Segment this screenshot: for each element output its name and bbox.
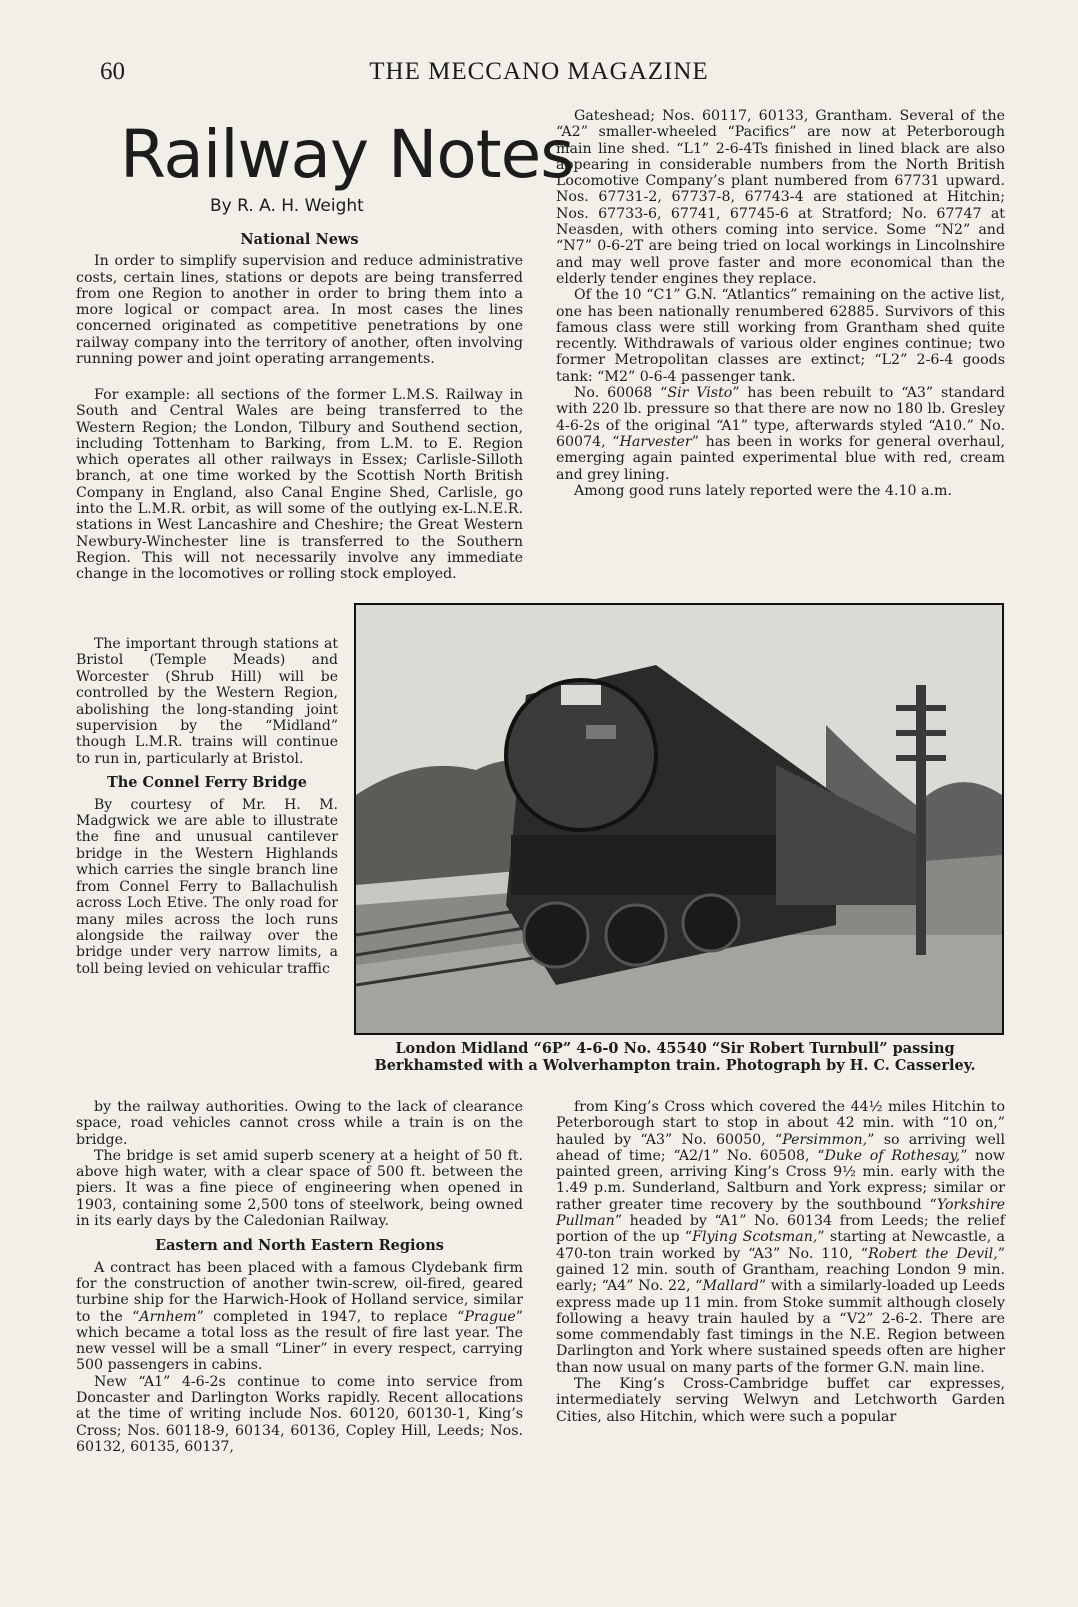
paragraph: from King’s Cross which covered the 44½ miles Hitchin to Peterborough start to stop in about 42 min. with “10 on,” hauled by “A3” No. 60050, “Persimmon,” so arriving well ahead of time; “A2/1” No. 60508, “Duke of Rothesay,” now painted green, arriving King’s Cross 9½ min. early with the 1.49 p.m. Sunderland, Saltburn and York express; similar or rather greater time recovery by the southbound “Yorkshire Pullman” headed by “A1” No. 60134 from Leeds; the relief portion of the up “Flying Scotsman,” starting at Newcastle, a 470-ton train worked by “A3” No. 110, “Robert the Devil,” gained 12 min. south of Grantham, reaching London 9 min. early; “A4” No. 22, “Mallard” with a similarly-loaded up Leeds express made up 11 min. from Stoke summit although closely following a heavy train hauled by a “V2” 2-6-2. There are some commendably fast timings in the N.E. Region between Darlington and York where sustained speeds often are higher than now usual on many parts of the former G.N. main line. [556, 1099, 1006, 1376]
paragraph: No. 60068 “Sir Visto” has been rebuilt to “A3” standard with 220 lb. pressure so that there are now no 180 lb. Gresley 4-6-2s of the original “A1” type, afterwards styled “A10.” No. 60074, “Harvester” has been in works for general overhaul, emerging again painted experimental blue with red, cream and grey lining. [556, 385, 1005, 483]
right-column-top [556, 108, 1005, 499]
magazine-title: THE MECCANO MAGAZINE [369, 58, 709, 85]
paragraph: New “A1” 4-6-2s continue to come into service from Doncaster and Darlington Works rapidly. Recent allocations at the time of writing include Nos. 60120, 60130-1, King’s Cross; Nos. 60118-9, 60134, 60136, Copley Hill, Leeds; Nos. 60132, 60135, 60137, [76, 1373, 523, 1455]
left-column-p2 [76, 387, 523, 583]
paragraph: For example: all sections of the former L.M.S. Railway in South and Central Wales are being transferred to the Western Region; the London, Tilbury and Southend section, including Tottenham to Barking, from L.M. to E. Region which operates all other railways in Essex; Carlisle-Silloth branch, at one time worked by the Scottish North British Company in England, also Canal Engine Shed, Carlisle, go into the L.M.R. orbit, as will some of the outlying ex-L.N.E.R. stations in West Lancashire and Cheshire; the Great Western Newbury-Winchester line is transferred to the Southern Region. This will not necessarily involve any immediate change in the locomotives or rolling stock employed. [76, 387, 523, 583]
paragraph: Gateshead; Nos. 60117, 60133, Grantham. Several of the “A2” smaller-wheeled “Pacifics” are now at Peterborough main line shed. “L1” 2-6-4Ts finished in lined black are also appearing in considerable numbers from the North British Locomotive Company’s plant numbered from 67731 upward. Nos. 67731-2, 67737-8, 67743-4 are stationed at Hitchin; Nos. 67733-6, 67741, 67745-6 at Stratford; No. 67747 at Neasden, with others coming into service. Some “N2” and “N7” 0-6-2T are being tried on local workings in Lincolnshire and may well prove faster and more economical than the elderly tender engines they replace. [556, 108, 1005, 287]
article-byline: By R. A. H. Weight [210, 196, 364, 216]
paragraph: Of the 10 “C1” G.N. “Atlantics” remaining on the active list, one has been nationally renumbered 62885. Survivors of this famous class were still working from Grantham shed quite recently. Withdrawals of various older engines continue; two former Metropolitan classes are extinct; “L2” 2-6-4 goods tank: “M2” 0-6-4 passenger tank. [556, 287, 1005, 385]
paragraph: In order to simplify supervision and reduce administrative costs, certain lines, stations or depots are being transferred from one Region to another in order to bring them into a more logical or compact area. In most cases the lines concerned originated as competitive penetrations by one railway company into the territory of another, often involving running power and joint operating arrangements. [76, 253, 523, 368]
article-title: Railway Notes [120, 116, 574, 193]
page-number: 60 [100, 58, 125, 85]
left-column-top [76, 228, 523, 367]
photo-caption: London Midland “6P” 4-6-0 No. 45540 “Sir Robert Turnbull” passing Berkhamsted with a Wolverhampton train. Photograph by H. C. Casserley. [374, 1040, 976, 1074]
paragraph: Among good runs lately reported were the 4.10 a.m. [574, 482, 953, 499]
heading-connel-ferry: The Connel Ferry Bridge [106, 774, 308, 792]
paragraph: A contract has been placed with a famous Clydebank firm for the construction of another twin-screw, oil-fired, geared turbine ship for the Harwich-Hook of Holland service, similar to the “Arnhem” completed in 1947, to replace “Prague” which became a total loss as the result of fire last year. The new vessel will be a small “Liner” in every respect, carrying 500 passengers in cabins. [76, 1259, 523, 1374]
locomotive-photo [354, 603, 1004, 1035]
paragraph: The bridge is set amid superb scenery at a height of 50 ft. above high water, with a clear space of 500 ft. between the piers. It was a fine piece of engineering when opened in 1903, containing some 2,500 tons of steelwork, being owned in its early days by the Caledonian Railway. [76, 1147, 523, 1230]
heading-national-news: National News [240, 231, 359, 248]
paragraph: by the railway authorities. Owing to the lack of clearance space, road vehicles cannot cross while a train is on the bridge. [76, 1099, 523, 1148]
right-column-bottom [556, 1099, 1005, 1425]
heading-eastern-regions: Eastern and North Eastern Regions [155, 1237, 444, 1255]
left-column-bottom [76, 1099, 523, 1455]
paragraph: The King’s Cross-Cambridge buffet car expresses, intermediately serving Welwyn and Letchworth Garden Cities, also Hitchin, which were such a popular [556, 1376, 1005, 1425]
paragraph: By courtesy of Mr. H. M. Madgwick we are able to illustrate the fine and unusual cantilever bridge in the Western Highlands which carries the single branch line from Connel Ferry to Ballachulish across Loch Etive. The only road for many miles across the loch runs alongside the railway over the bridge under very narrow limits, a toll being levied on vehicular traffic [76, 796, 338, 977]
paragraph: The important through stations at Bristol (Temple Meads) and Worcester (Shrub Hill) will be controlled by the Western Region, abolishing the long-standing joint supervision by the “Midland” though L.M.R. trains will continue to run in, particularly at Bristol. [76, 636, 338, 767]
left-column-narrow [76, 636, 338, 977]
